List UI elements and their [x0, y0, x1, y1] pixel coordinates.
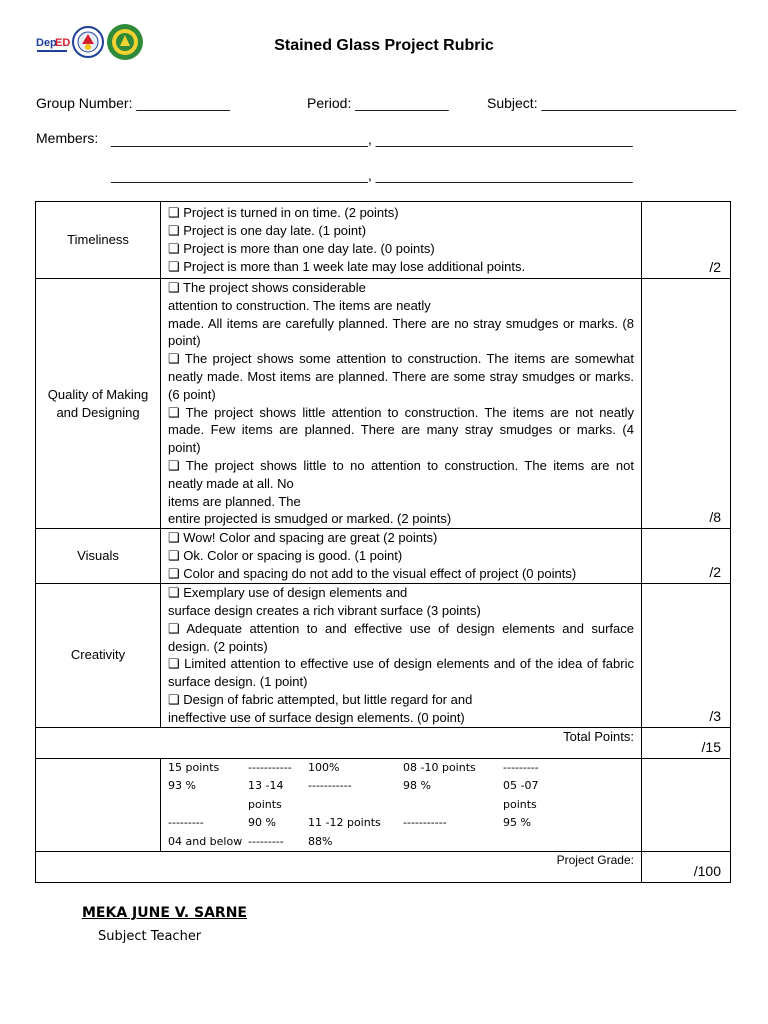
criterion: ineffective use of surface design elements. (0 point)	[168, 709, 465, 725]
score-cell: /3	[642, 584, 731, 727]
criteria-list	[161, 529, 642, 584]
criteria-list	[161, 584, 642, 727]
rubric-table	[35, 201, 731, 883]
criterion: ❑ Project is more than 1 week late may lose additional points.	[168, 258, 526, 274]
scale-dash: ---------	[168, 816, 204, 830]
criterion: ❑ The project shows little to no attention to construction. The items are not neatly made at all. No	[168, 457, 634, 491]
category-label: Creativity	[36, 584, 161, 727]
svg-text:Dep: Dep	[36, 37, 57, 49]
period-field: Period: ____________	[307, 95, 449, 111]
scale-percent: 88%	[308, 834, 333, 848]
criterion: entire projected is smudged or marked. (2 points)	[168, 511, 452, 527]
members-label: Members:	[36, 130, 99, 146]
criterion: ❑ Color and spacing do not add to the visual effect of project (0 points)	[168, 566, 577, 582]
criterion: ❑ Design of fabric attempted, but little regard for and	[168, 691, 473, 707]
criterion: ❑ Limited attention to effective use of design elements and of the idea of fabric surface design. (1 point)	[168, 656, 634, 690]
category-label	[36, 279, 161, 529]
teacher-name: MEKA JUNE V. SARNE	[82, 905, 247, 921]
page-title: Stained Glass Project Rubric	[274, 37, 494, 54]
scale-range: 04 and below	[168, 834, 243, 848]
scale-range: 05 -07 points	[503, 779, 539, 811]
criterion: ❑ Project is more than one day late. (0 points)	[168, 241, 435, 256]
subject-field: Subject: _________________________	[487, 95, 737, 111]
project-grade-score: /100	[642, 852, 731, 883]
total-row	[36, 727, 731, 758]
criteria-list	[161, 279, 642, 529]
criterion: ❑ The project shows some attention to construction. The items are somewhat neatly made. Most items are planned. There are some stray smudges or marks. (6 point)	[168, 351, 634, 402]
rubric-row-creativity	[36, 584, 731, 727]
criterion: surface design creates a rich vibrant surface (3 points)	[168, 602, 481, 618]
empty-cell	[642, 758, 731, 852]
criterion: ❑ Project is one day late. (1 point)	[168, 223, 367, 239]
criterion: ❑ The project shows little attention to construction. The items are not neatly made. Few items are planned. There are many stray smudges or marks. (4 point)	[168, 404, 634, 456]
grading-scale	[161, 758, 642, 852]
rubric-row-quality	[36, 279, 731, 529]
members-line-1: _________________________________, _________________________________	[111, 131, 633, 147]
scale-dash: -----------	[308, 779, 352, 793]
score-cell: /2	[642, 529, 731, 584]
criterion: ❑ Ok. Color or spacing is good. (1 point)	[168, 548, 403, 564]
category-label: Visuals	[36, 529, 161, 584]
scale-range: 13 -14 points	[248, 779, 284, 811]
criterion: items are planned. The	[168, 493, 301, 509]
scale-percent: 93 %	[168, 779, 196, 793]
scale-range: 11 -12 points	[308, 816, 381, 830]
scale-dash: -----------	[248, 760, 292, 774]
grading-scale-row	[36, 758, 731, 852]
criterion: ❑ The project shows considerable	[168, 280, 366, 295]
criteria-list	[161, 202, 642, 279]
project-grade-label: Project Grade:	[36, 852, 642, 883]
scale-percent: 98 %	[403, 779, 431, 793]
group-number-field: Group Number: ____________	[36, 95, 230, 111]
scale-percent: 95 %	[503, 816, 531, 830]
scale-dash: -----------	[403, 816, 447, 830]
score-cell: /2	[642, 202, 731, 279]
scale-dash: ---------	[248, 834, 284, 848]
score-cell: /8	[642, 279, 731, 529]
criterion: ❑ Exemplary use of design elements and	[168, 585, 408, 601]
teacher-role: Subject Teacher	[98, 929, 202, 944]
rubric-row-visuals	[36, 529, 731, 584]
criterion: ❑ Adequate attention to and effective use of design elements and surface design. (2 points)	[168, 620, 634, 654]
rubric-row-timeliness	[36, 202, 731, 279]
svg-text:ED: ED	[55, 37, 70, 49]
criterion: ❑ Project is turned in on time. (2 points)	[168, 205, 399, 221]
scale-range: 08 -10 points	[403, 760, 476, 774]
members-line-2: _________________________________, _________________________________	[111, 167, 633, 183]
grade-row	[36, 852, 731, 883]
category-text: Quality of Making and Designing	[47, 386, 149, 420]
empty-cell	[36, 758, 161, 852]
criterion: made. All items are carefully planned. There are no stray smudges or marks. (8 point)	[168, 315, 634, 349]
total-label: Total Points:	[36, 727, 642, 758]
scale-percent: 90 %	[248, 816, 276, 830]
total-score: /15	[642, 727, 731, 758]
scale-range: 15 points	[168, 760, 220, 774]
scale-percent: 100%	[308, 760, 340, 774]
criterion: attention to construction. The items are neatly	[168, 297, 431, 313]
scale-dash: ---------	[503, 760, 539, 774]
criterion: ❑ Wow! Color and spacing are great (2 points)	[168, 530, 438, 546]
category-label: Timeliness	[36, 202, 161, 279]
